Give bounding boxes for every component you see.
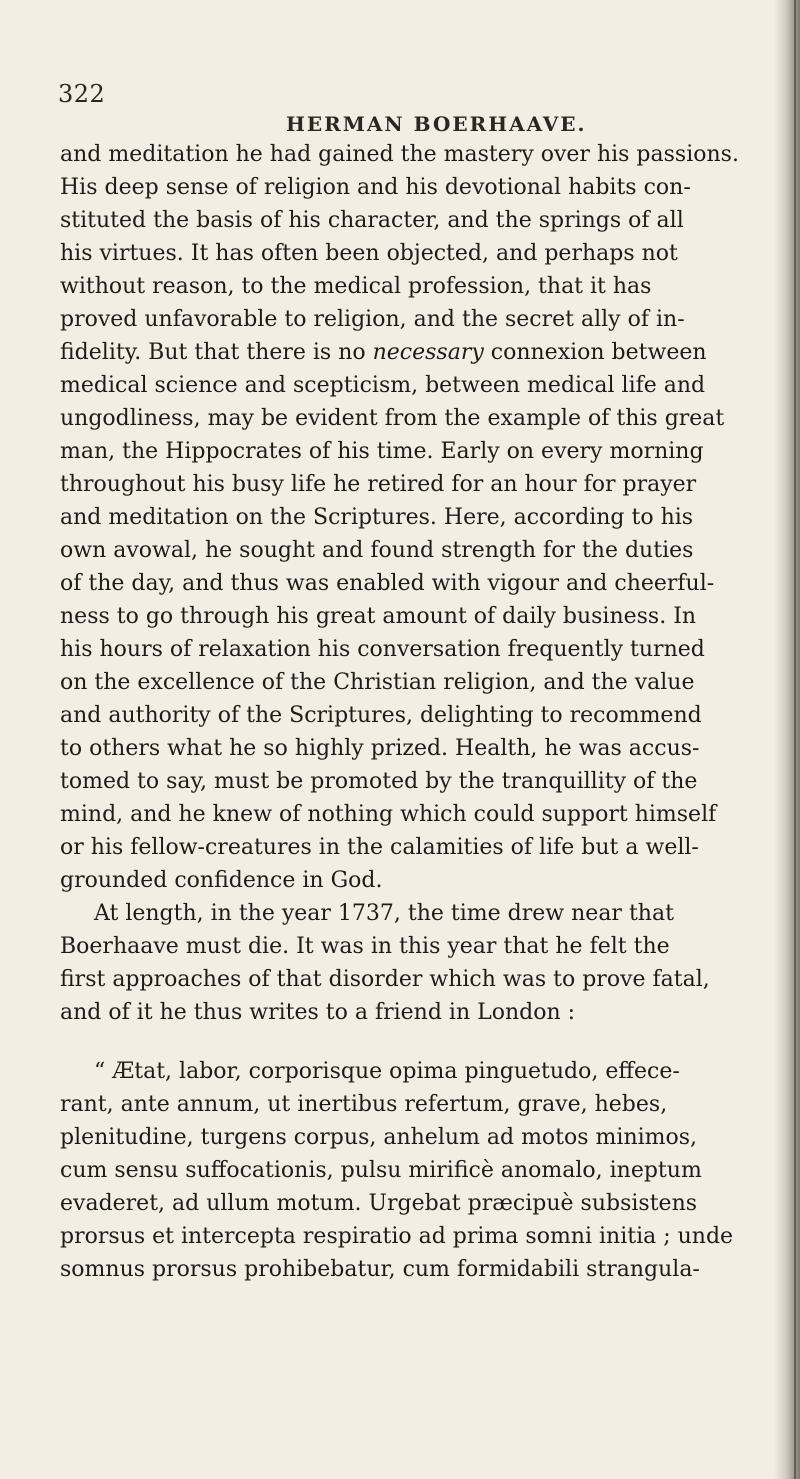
paragraph-gap [60, 1029, 762, 1055]
text-line: His deep sense of religion and his devotional habits con- [60, 175, 691, 200]
running-head: HERMAN BOERHAAVE. [286, 112, 587, 136]
text-line: without reason, to the medical profession, that it has [60, 274, 652, 299]
text-line: man, the Hippocrates of his time. Early on every morning [60, 439, 704, 464]
text-line: ungodliness, may be evident from the example of this great [60, 406, 725, 431]
text-line: At length, in the year 1737, the time drew near that [94, 901, 674, 926]
text-line: of the day, and thus was enabled with vigour and cheerful- [60, 571, 715, 596]
text-line: tomed to say, must be promoted by the tranquillity of the [60, 769, 698, 794]
text-line: his hours of relaxation his conversation frequently turned [60, 637, 705, 662]
text-line: and meditation he had gained the mastery over his passions. [60, 142, 739, 167]
quote-line: rant, ante annum, ut inertibus refertum, grave, hebes, [60, 1092, 668, 1117]
page-edge [794, 0, 796, 1479]
quote-line: plenitudine, turgens corpus, anhelum ad motos minimos, [60, 1125, 698, 1150]
text-line: own avowal, he sought and found strength for the duties [60, 538, 694, 563]
text-line: or his fellow-creatures in the calamities of life but a well- [60, 835, 699, 860]
text-line: proved unfavorable to religion, and the secret ally of in- [60, 307, 685, 332]
text-line: fidelity. But that there is no necessary connexion between [60, 340, 707, 365]
text-line: and authority of the Scriptures, delighting to recommend [60, 703, 702, 728]
text-line: ness to go through his great amount of daily business. In [60, 604, 697, 629]
text-line: on the excellence of the Christian religion, and the value [60, 670, 695, 695]
quote-line: evaderet, ad ullum motum. Urgebat præcipuè subsistens [60, 1191, 698, 1216]
text-line: to others what he so highly prized. Health, he was accus- [60, 736, 700, 761]
page-gutter-shadow [774, 0, 800, 1479]
quote-line: somnus prorsus prohibebatur, cum formidabili strangula- [60, 1257, 700, 1282]
text-line: medical science and scepticism, between medical life and [60, 373, 706, 398]
emphasis: necessary [372, 340, 484, 365]
quote-line: cum sensu suffocationis, pulsu mirificè anomalo, ineptum [60, 1158, 702, 1183]
text-line: stituted the basis of his character, and the springs of all [60, 208, 684, 233]
text-line: Boerhaave must die. It was in this year that he felt the [60, 934, 670, 959]
text-line: and meditation on the Scriptures. Here, according to his [60, 505, 694, 530]
text-line: and of it he thus writes to a friend in London : [60, 1000, 576, 1025]
text-line: first approaches of that disorder which was to prove fatal, [60, 967, 710, 992]
text-line: his virtues. It has often been objected, and perhaps not [60, 241, 678, 266]
text-line: mind, and he knew of nothing which could support himself [60, 802, 717, 827]
text-line: grounded confidence in God. [60, 868, 383, 893]
text-block [60, 138, 762, 1286]
quote-line: “ Ætat, labor, corporisque opima pinguetudo, effece- [94, 1059, 680, 1084]
quote-line: prorsus et intercepta respiratio ad prima somni initia ; unde [60, 1224, 734, 1249]
page-number: 322 [58, 80, 106, 108]
text-line: throughout his busy life he retired for an hour for prayer [60, 472, 697, 497]
